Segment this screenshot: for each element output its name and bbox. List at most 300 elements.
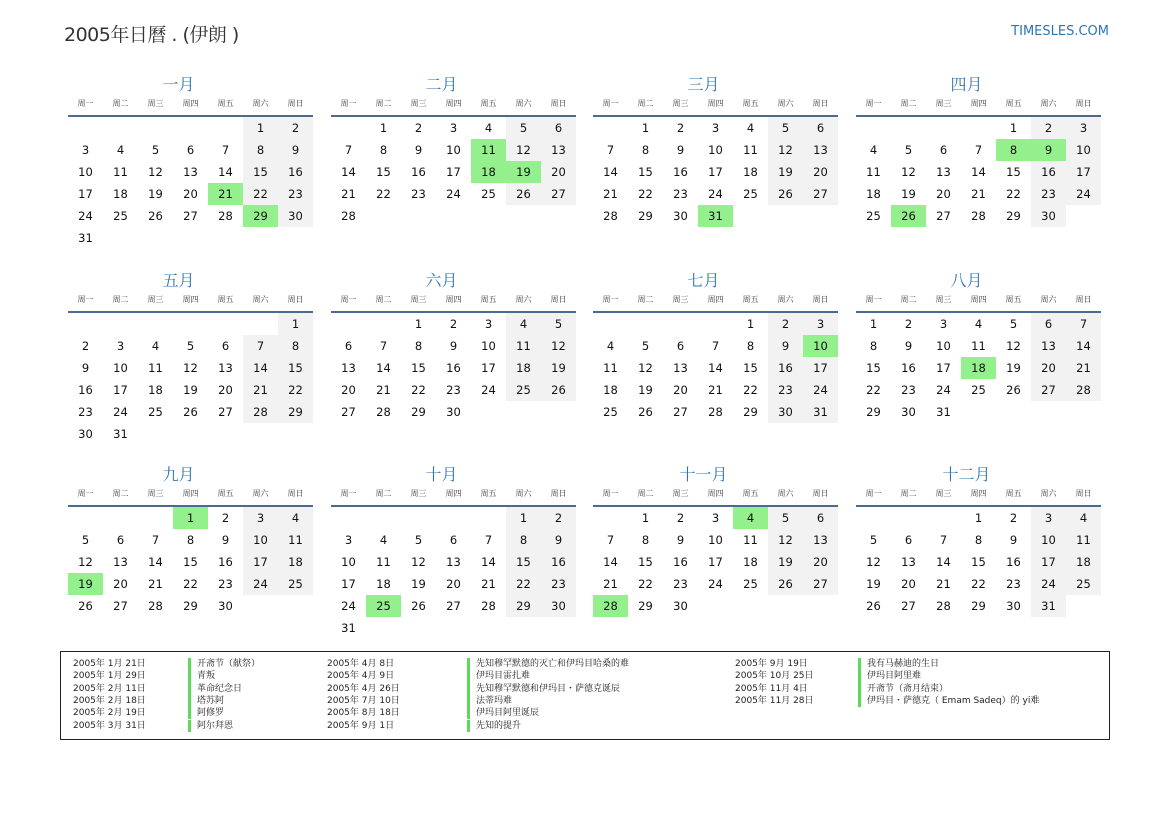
empty-cell: [243, 313, 278, 335]
legend-holiday-name: 先知穆罕默德和伊玛目・萨德克诞辰: [467, 683, 620, 695]
holiday-day-cell: 25: [366, 595, 401, 617]
legend-date: 2005年 11月 28日: [735, 695, 814, 706]
day-cell: 28: [971, 209, 986, 223]
weekday-label: 周三: [672, 99, 689, 108]
weekday-label: 周二: [900, 295, 917, 304]
week-row: [68, 335, 313, 357]
day-cell: 6: [116, 533, 125, 547]
day-cell: 19: [541, 357, 576, 379]
day-cell: 15: [1006, 165, 1021, 179]
day-cell: 17: [446, 165, 461, 179]
week-row: [593, 529, 838, 551]
empty-cell: [891, 507, 926, 529]
day-cell: 20: [1031, 357, 1066, 379]
day-cell: 24: [243, 573, 278, 595]
day-cell: 9: [676, 143, 685, 157]
day-cell: 4: [606, 339, 615, 353]
legend-holiday-name: 我有马赫迪的生日: [858, 658, 939, 670]
day-cell: 30: [541, 595, 576, 617]
day-cell: 8: [869, 339, 878, 353]
day-cell: 15: [971, 555, 986, 569]
weekday-header: [68, 292, 313, 308]
day-cell: 27: [901, 599, 916, 613]
day-cell: 8: [746, 339, 755, 353]
legend-date: 2005年 4月 9日: [327, 671, 395, 682]
day-cell: 31: [341, 621, 356, 635]
holiday-day-cell: 18: [471, 161, 506, 183]
day-cell: 5: [186, 339, 195, 353]
empty-cell: [173, 117, 208, 139]
day-cell: 16: [673, 165, 688, 179]
month-11: [593, 464, 838, 617]
weekday-label: 周一: [77, 295, 94, 304]
weekday-label: 周四: [970, 489, 987, 498]
day-cell: 23: [768, 379, 803, 401]
week-row: [68, 183, 313, 205]
weekday-label: 周六: [515, 295, 532, 304]
day-cell: 17: [481, 361, 496, 375]
day-cell: 21: [341, 187, 356, 201]
week-row: [68, 595, 313, 617]
day-cell: 20: [803, 161, 838, 183]
day-cell: 7: [379, 339, 388, 353]
legend-date: 2005年 3月 31日: [73, 720, 146, 731]
day-cell: 20: [113, 577, 128, 591]
legend-date: 2005年 1月 21日: [73, 659, 146, 669]
day-cell: 22: [278, 379, 313, 401]
day-cell: 1: [379, 121, 388, 135]
week-row: [331, 507, 576, 529]
day-cell: 19: [148, 187, 163, 201]
day-cell: 6: [541, 117, 576, 139]
day-cell: 10: [113, 361, 128, 375]
legend-holiday-name: 开斋节（献祭）: [188, 658, 260, 670]
weekday-header: [856, 96, 1101, 112]
day-cell: 5: [506, 117, 541, 139]
day-cell: 3: [449, 121, 458, 135]
weekday-label: 周二: [112, 295, 129, 304]
weekday-label: 周五: [1005, 295, 1022, 304]
day-cell: 8: [379, 143, 388, 157]
day-cell: 29: [743, 405, 758, 419]
day-cell: 11: [603, 361, 618, 375]
day-cell: 11: [278, 529, 313, 551]
day-cell: 20: [936, 187, 951, 201]
weekday-header: [331, 486, 576, 502]
week-row: [593, 379, 838, 401]
day-cell: 10: [708, 533, 723, 547]
weekday-label: 周五: [217, 295, 234, 304]
week-row: [856, 139, 1101, 161]
day-cell: 9: [221, 533, 230, 547]
day-cell: 26: [768, 573, 803, 595]
day-cell: 30: [901, 405, 916, 419]
day-cell: 16: [901, 361, 916, 375]
day-cell: 24: [78, 209, 93, 223]
week-row: [68, 227, 313, 249]
weekday-label: 周二: [900, 489, 917, 498]
week-row: [331, 551, 576, 573]
week-row: [68, 573, 313, 595]
week-row: [331, 335, 576, 357]
empty-cell: [208, 313, 243, 335]
empty-cell: [926, 117, 961, 139]
day-cell: 12: [148, 165, 163, 179]
day-cell: 13: [183, 165, 198, 179]
day-cell: 13: [446, 555, 461, 569]
day-cell: 27: [803, 183, 838, 205]
month-7: [593, 270, 838, 423]
weekday-label: 周一: [77, 489, 94, 498]
weekday-header: [593, 292, 838, 308]
day-cell: 12: [78, 555, 93, 569]
day-cell: 14: [341, 165, 356, 179]
weekday-label: 周五: [742, 295, 759, 304]
day-cell: 24: [446, 187, 461, 201]
week-row: [856, 161, 1101, 183]
weekday-label: 周日: [287, 489, 304, 498]
week-row: [331, 617, 576, 639]
day-cell: 22: [411, 383, 426, 397]
weekday-header: [331, 292, 576, 308]
holiday-day-cell: 18: [961, 357, 996, 379]
weekday-label: 周四: [707, 99, 724, 108]
month-9: [68, 464, 313, 617]
day-cell: 16: [446, 361, 461, 375]
day-cell: 27: [673, 405, 688, 419]
day-cell: 3: [116, 339, 125, 353]
day-cell: 28: [481, 599, 496, 613]
day-cell: 5: [869, 533, 878, 547]
weekday-label: 周一: [602, 489, 619, 498]
week-row: [593, 551, 838, 573]
day-cell: 25: [603, 405, 618, 419]
day-cell: 23: [278, 183, 313, 205]
legend-holiday-name: 阿修罗: [188, 707, 224, 719]
day-cell: 14: [376, 361, 391, 375]
day-cell: 13: [673, 361, 688, 375]
day-cell: 18: [278, 551, 313, 573]
week-row: [68, 379, 313, 401]
day-cell: 23: [1006, 577, 1021, 591]
day-cell: 11: [1066, 529, 1101, 551]
day-cell: 8: [414, 339, 423, 353]
day-cell: 19: [768, 161, 803, 183]
day-cell: 1: [278, 313, 313, 335]
day-cell: 15: [638, 555, 653, 569]
day-cell: 30: [218, 599, 233, 613]
weekday-label: 周日: [812, 99, 829, 108]
day-cell: 10: [243, 529, 278, 551]
day-cell: 26: [183, 405, 198, 419]
day-cell: 29: [638, 599, 653, 613]
day-cell: 9: [81, 361, 90, 375]
day-cell: 4: [379, 533, 388, 547]
week-row: [856, 551, 1101, 573]
day-cell: 25: [971, 383, 986, 397]
day-cell: 24: [708, 577, 723, 591]
weekday-label: 周二: [375, 99, 392, 108]
day-cell: 7: [221, 143, 230, 157]
day-cell: 11: [743, 143, 758, 157]
day-cell: 29: [183, 599, 198, 613]
week-row: [68, 205, 313, 227]
day-cell: 28: [243, 401, 278, 423]
day-cell: 9: [414, 143, 423, 157]
weekday-label: 周二: [112, 489, 129, 498]
day-cell: 25: [148, 405, 163, 419]
day-cell: 12: [506, 139, 541, 161]
day-cell: 11: [506, 335, 541, 357]
empty-cell: [628, 313, 663, 335]
weekday-label: 周五: [1005, 99, 1022, 108]
day-cell: 24: [803, 379, 838, 401]
week-row: [593, 595, 838, 617]
day-cell: 4: [116, 143, 125, 157]
weekday-label: 周日: [1075, 99, 1092, 108]
day-cell: 22: [866, 383, 881, 397]
day-cell: 19: [1006, 361, 1021, 375]
weekday-label: 周五: [480, 99, 497, 108]
day-cell: 1: [641, 511, 650, 525]
weekday-label: 周日: [287, 295, 304, 304]
weekday-label: 周二: [375, 489, 392, 498]
day-cell: 18: [1066, 551, 1101, 573]
weekday-label: 周一: [865, 295, 882, 304]
empty-cell: [593, 313, 628, 335]
week-row: [856, 117, 1101, 139]
month-2: [331, 74, 576, 227]
day-cell: 13: [341, 361, 356, 375]
month-name: 十一月: [679, 465, 728, 484]
legend-date: 2005年 2月 19日: [73, 708, 146, 719]
empty-cell: [331, 507, 366, 529]
holiday-day-cell: 10: [803, 335, 838, 357]
day-cell: 6: [344, 339, 353, 353]
week-row: [68, 423, 313, 445]
day-cell: 14: [971, 165, 986, 179]
weekday-label: 周二: [375, 295, 392, 304]
week-row: [68, 529, 313, 551]
weekday-label: 周一: [340, 99, 357, 108]
legend-date: 2005年 4月 26日: [327, 683, 400, 694]
day-cell: 19: [768, 551, 803, 573]
week-row: [68, 161, 313, 183]
day-cell: 9: [768, 335, 803, 357]
week-row: [593, 117, 838, 139]
legend-date: 2005年 9月 1日: [327, 720, 395, 731]
weekday-label: 周三: [935, 99, 952, 108]
day-cell: 12: [768, 139, 803, 161]
day-cell: 22: [506, 573, 541, 595]
month-name: 七月: [687, 271, 720, 290]
day-cell: 13: [803, 139, 838, 161]
day-cell: 11: [743, 533, 758, 547]
day-cell: 23: [901, 383, 916, 397]
day-cell: 7: [606, 533, 615, 547]
legend-date: 2005年 2月 18日: [73, 695, 146, 706]
day-cell: 12: [768, 529, 803, 551]
day-cell: 2: [81, 339, 90, 353]
week-row: [856, 529, 1101, 551]
day-cell: 1: [1009, 121, 1018, 135]
site-brand[interactable]: TIMESLES.COM: [1011, 24, 1109, 39]
day-cell: 10: [936, 339, 951, 353]
week-row: [331, 529, 576, 551]
day-cell: 26: [1006, 383, 1021, 397]
day-cell: 26: [768, 183, 803, 205]
day-cell: 7: [1066, 313, 1101, 335]
empty-cell: [331, 313, 366, 335]
weekday-header: [856, 292, 1101, 308]
weekday-label: 周一: [602, 295, 619, 304]
empty-cell: [173, 313, 208, 335]
day-cell: 3: [1031, 507, 1066, 529]
day-cell: 29: [506, 595, 541, 617]
month-12: [856, 464, 1101, 617]
day-cell: 15: [411, 361, 426, 375]
day-cell: 15: [638, 165, 653, 179]
day-cell: 22: [376, 187, 391, 201]
day-cell: 23: [218, 577, 233, 591]
day-cell: 24: [481, 383, 496, 397]
day-cell: 17: [243, 551, 278, 573]
day-cell: 5: [768, 507, 803, 529]
day-cell: 5: [768, 117, 803, 139]
day-cell: 30: [1031, 205, 1066, 227]
holiday-day-cell: 4: [733, 507, 768, 529]
day-cell: 12: [638, 361, 653, 375]
legend-holiday-name: 伊玛目阿里难: [858, 670, 921, 682]
day-cell: 10: [341, 555, 356, 569]
day-cell: 17: [936, 361, 951, 375]
day-cell: 23: [78, 405, 93, 419]
day-cell: 26: [148, 209, 163, 223]
week-row: [593, 183, 838, 205]
day-cell: 21: [148, 577, 163, 591]
day-cell: 13: [218, 361, 233, 375]
legend-holiday-name: 先知穆罕默德的灭亡和伊玛目哈桑的难: [467, 658, 629, 670]
day-cell: 27: [183, 209, 198, 223]
week-row: [331, 573, 576, 595]
day-cell: 6: [904, 533, 913, 547]
weekday-label: 周一: [340, 489, 357, 498]
legend-holiday-name: 伊玛目雷扎难: [467, 670, 530, 682]
holiday-day-cell: 21: [208, 183, 243, 205]
month-6: [331, 270, 576, 423]
week-row: [856, 573, 1101, 595]
week-row: [593, 205, 838, 227]
day-cell: 9: [904, 339, 913, 353]
legend-date: 2005年 10月 25日: [735, 671, 814, 682]
empty-cell: [366, 313, 401, 335]
day-cell: 16: [278, 161, 313, 183]
weekday-label: 周三: [672, 295, 689, 304]
day-cell: 30: [278, 205, 313, 227]
legend-holiday-name: 先知的提升: [467, 720, 521, 732]
weekday-label: 周四: [445, 489, 462, 498]
day-cell: 6: [186, 143, 195, 157]
week-row: [68, 401, 313, 423]
day-cell: 21: [936, 577, 951, 591]
month-name: 二月: [425, 75, 458, 94]
day-cell: 23: [673, 187, 688, 201]
day-cell: 15: [278, 357, 313, 379]
day-cell: 31: [803, 401, 838, 423]
empty-cell: [961, 117, 996, 139]
day-cell: 28: [376, 405, 391, 419]
week-row: [856, 357, 1101, 379]
day-cell: 12: [541, 335, 576, 357]
legend-holiday-name: 法蒂玛难: [467, 695, 512, 707]
day-cell: 19: [638, 383, 653, 397]
month-4: [856, 74, 1101, 227]
day-cell: 29: [278, 401, 313, 423]
weekday-label: 周三: [147, 295, 164, 304]
month-1: [68, 74, 313, 249]
day-cell: 17: [1066, 161, 1101, 183]
day-cell: 30: [78, 427, 93, 441]
day-cell: 17: [341, 577, 356, 591]
day-cell: 4: [974, 317, 983, 331]
weekday-label: 周日: [812, 489, 829, 498]
day-cell: 23: [1031, 183, 1066, 205]
weekday-label: 周一: [865, 99, 882, 108]
day-cell: 13: [936, 165, 951, 179]
day-cell: 27: [1031, 379, 1066, 401]
empty-cell: [856, 117, 891, 139]
day-cell: 19: [183, 383, 198, 397]
month-8: [856, 270, 1101, 423]
weekday-label: 周四: [182, 295, 199, 304]
day-cell: 18: [603, 383, 618, 397]
day-cell: 13: [901, 555, 916, 569]
weekday-label: 周六: [1040, 295, 1057, 304]
day-cell: 13: [541, 139, 576, 161]
empty-cell: [138, 117, 173, 139]
day-cell: 1: [243, 117, 278, 139]
weekday-label: 周四: [970, 99, 987, 108]
empty-cell: [208, 117, 243, 139]
day-cell: 21: [603, 577, 618, 591]
day-cell: 10: [446, 143, 461, 157]
day-cell: 2: [904, 317, 913, 331]
week-row: [593, 313, 838, 335]
empty-cell: [926, 507, 961, 529]
legend-date: 2005年 1月 29日: [73, 671, 146, 682]
weekday-header: [593, 96, 838, 112]
day-cell: 27: [341, 405, 356, 419]
day-cell: 24: [113, 405, 128, 419]
day-cell: 25: [506, 379, 541, 401]
day-cell: 15: [506, 551, 541, 573]
day-cell: 20: [673, 383, 688, 397]
month-name: 十月: [425, 465, 458, 484]
day-cell: 18: [743, 165, 758, 179]
month-name: 三月: [687, 75, 720, 94]
day-cell: 21: [481, 577, 496, 591]
empty-cell: [593, 507, 628, 529]
day-cell: 27: [446, 599, 461, 613]
day-cell: 2: [221, 511, 230, 525]
day-cell: 13: [113, 555, 128, 569]
legend-holiday-name: 青叛: [188, 670, 215, 682]
week-row: [331, 313, 576, 335]
holiday-day-cell: 29: [243, 205, 278, 227]
empty-cell: [103, 507, 138, 529]
day-cell: 27: [541, 183, 576, 205]
holiday-day-cell: 28: [593, 595, 628, 617]
